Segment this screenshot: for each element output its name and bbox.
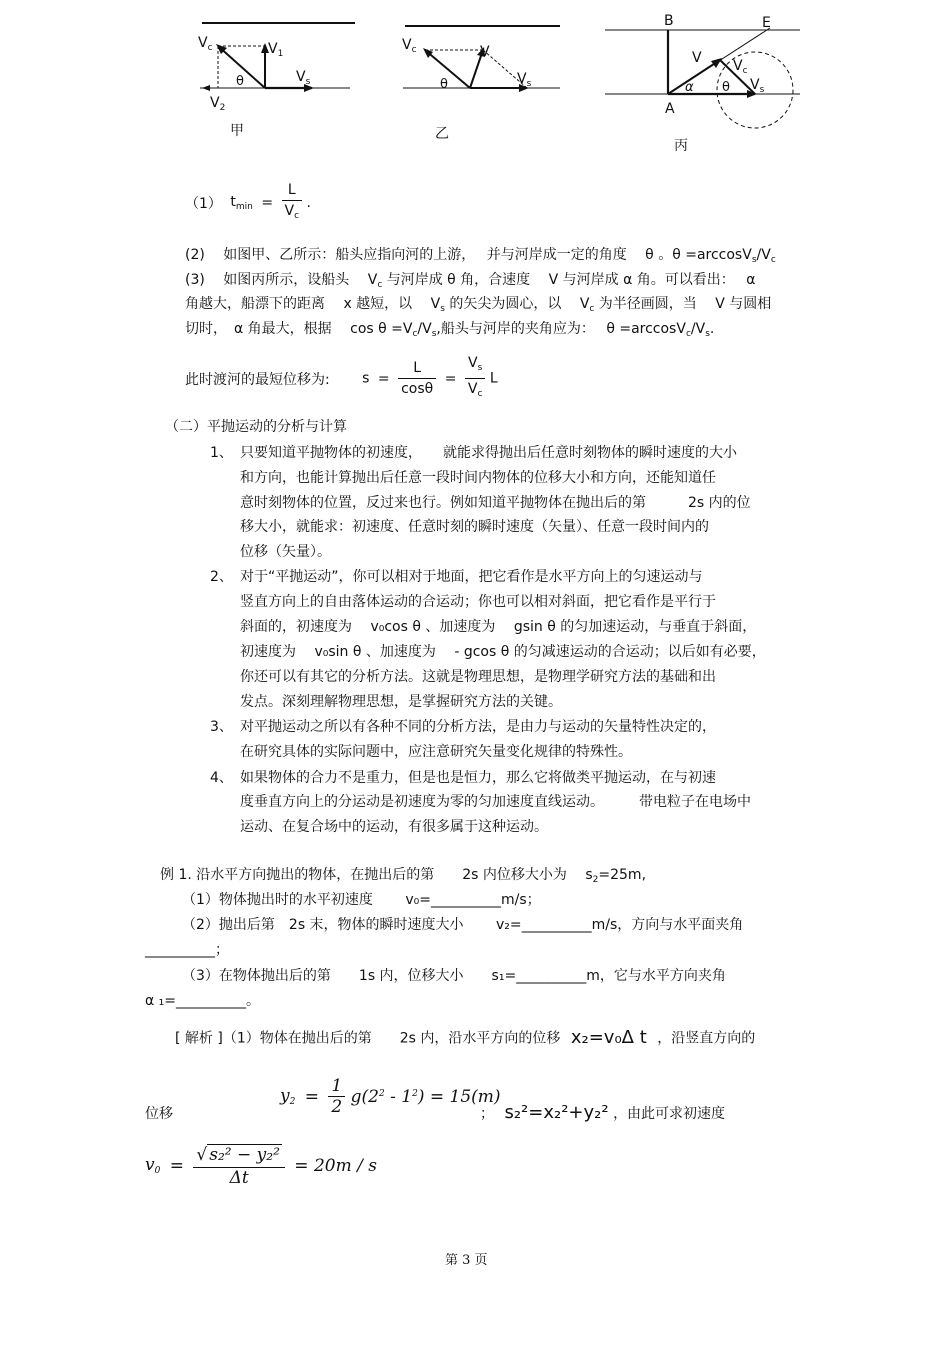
section2-p1-line: 移大小，就能求：初速度、任意时刻的瞬时速度（矢量）、任意一段时间内的 (240, 519, 709, 535)
example1-intro: 例 1. 沿水平方向抛出的物体，在抛出后的第 2s 内位移大小为 $s_2=25m$, (160, 867, 647, 885)
bing-label-b: B (664, 13, 674, 29)
section2-p2-line: 发点。深刻理解物理思想，是掌握研究方法的关键。 (240, 694, 562, 710)
jia-label-v2: $V_2$ (210, 95, 226, 113)
jia-label-theta: θ (236, 74, 244, 89)
section2-p1-line: 位移（矢量）。 (240, 544, 331, 560)
section2-p2-line: 斜面的，初速度为 v₀cos θ 、加速度为 gsin θ 的匀加速运动，与垂直于斜面， (240, 619, 757, 635)
analysis-disp-label: 位移 (145, 1106, 173, 1122)
section2-heading: （二）平抛运动的分析与计算 (165, 419, 347, 435)
section2-p4-line: 度垂直方向上的分运动是初速度为零的匀加速度直线运动。 带电粒子在电场中 (240, 794, 751, 810)
bing-label-vs: $V_s$ (750, 77, 765, 95)
bing-label-alpha: α (685, 80, 694, 95)
formula-s2: ； s₂²=x₂²+y₂² ，由此可求初速度 (480, 1102, 726, 1123)
formula-shortest: 此时渡河的最短位移为: s = $\frac{L}{\cos\theta}$ = $\frac{V_s}{V_c}$ L (185, 355, 498, 399)
item3-line3: 切时， α 角最大，根据 $\cos \theta =V_c/V_s$,船头与河岸的夹角应为： $\theta =\arccos V_c/V_s$. (185, 321, 715, 339)
yi-label-vs: $V_s$ (517, 71, 532, 89)
section2-p3-num: 3、 (210, 719, 233, 735)
section2-p1-line: 意时刻物体的位置，反过来也行。例如知道平抛物体在抛出后的第 2s 内的位 (240, 495, 751, 511)
bing-label-v: V (692, 50, 702, 66)
caption-yi: 乙 (435, 126, 449, 142)
section2-p1-line: 只要知道平抛物体的初速度， 就能求得抛出后任意时刻物体的瞬时速度的大小 (240, 445, 737, 461)
jia-label-vs: $V_s$ (296, 69, 311, 87)
example1-q2-blank: __________； (145, 942, 229, 958)
item3-line1: (3) 如图丙所示，设船头 $V_c$ 与河岸成 θ 角，合速度 V 与河岸成 α 角。可以看出： α (185, 272, 756, 290)
bing-label-e: E (762, 15, 771, 31)
section2-p2-line: 初速度为 v₀sin θ 、加速度为 - gcos θ 的匀减速运动的合运动；以后如有必要， (240, 644, 766, 660)
jia-label-v1: $V_1$ (268, 41, 284, 59)
yi-label-theta: θ (440, 77, 448, 92)
section2-p2-num: 2、 (210, 569, 233, 585)
figure-yi (395, 10, 565, 110)
example1-q3: （3）在物体抛出后的第 1s 内，位移大小 s₁=__________m，它与水平方向夹角 (182, 968, 726, 984)
section2-p1-num: 1、 (210, 445, 233, 461)
formula-tmin: （1） $t_{min}$ = $\frac{L}{V_c}$ . (185, 182, 311, 221)
section2-p1-line: 和方向，也能计算抛出后任意一段时间内物体的位移大小和方向，还能知道任 (240, 470, 716, 486)
example1-q1: （1）物体抛出时的水平初速度 v₀=__________m/s； (182, 892, 541, 908)
section2-p4-line: 运动、在复合场中的运动，有很多属于这种运动。 (240, 819, 548, 835)
formula-v0: $v_0$ = $\frac{\text{√ s₂² − y₂²}}{\Delta t}$ = 20m / s (145, 1145, 377, 1188)
section2-p3-line: 对平抛运动之所以有各种不同的分析方法，是由力与运动的矢量特性决定的， (240, 719, 716, 735)
example1-q2: （2）抛出后第 2s 末，物体的瞬时速度大小 v₂=__________m/s，方向与水平面夹角 (182, 917, 744, 933)
bing-label-theta: θ (722, 80, 730, 95)
figure-bing (600, 10, 810, 135)
page-number: 第 3 页 (445, 1253, 488, 1268)
bing-label-a: A (665, 101, 675, 117)
caption-bing: 丙 (674, 138, 688, 154)
item3-line2: 角越大，船漂下的距离 x 越短，以 $V_s$ 的矢尖为圆心，以 $V_c$ 为半径画圆，当 V 与圆相 (185, 296, 772, 314)
section2-p3-line: 在研究具体的实际问题中，应注意研究矢量变化规律的特殊性。 (240, 744, 632, 760)
section2-p2-line: 对于“平抛运动”，你可以相对于地面，把它看作是水平方向上的匀速运动与 (240, 569, 703, 585)
jia-label-vc: $V_c$ (198, 35, 213, 53)
item2-line: (2) 如图甲、乙所示：船头应指向河的上游， 并与河岸成一定的角度 θ 。$\theta =\arccos V_s/V_c$ (185, 247, 776, 265)
analysis-line1: [ 解析 ]（1）物体在抛出后的第 2s 内，沿水平方向的位移 x₂=v₀Δ t ，沿竖直方向的 (175, 1027, 756, 1048)
formula-y2: $y_2$ = $\frac{1}{2}$ $g(2^2 - 1^2) = 15(m)$ (280, 1076, 501, 1117)
figure-jia (190, 10, 370, 140)
bing-label-vc: $V_c$ (733, 58, 748, 76)
section2-p4-num: 4、 (210, 770, 233, 786)
section2-p2-line: 竖直方向上的自由落体运动的合运动；你也可以相对斜面，把它看作是平行于 (240, 594, 716, 610)
example1-q3-blank: α ₁=__________。 (145, 993, 261, 1009)
yi-label-vc: $V_c$ (402, 37, 417, 55)
section2-p2-line: 你还可以有其它的分析方法。这就是物理思想，是物理学研究方法的基础和出 (240, 669, 716, 685)
yi-label-v: V (480, 44, 490, 60)
section2-p4-line: 如果物体的合力不是重力，但是也是恒力，那么它将做类平抛运动，在与初速 (240, 770, 716, 786)
caption-jia: 甲 (230, 123, 244, 139)
